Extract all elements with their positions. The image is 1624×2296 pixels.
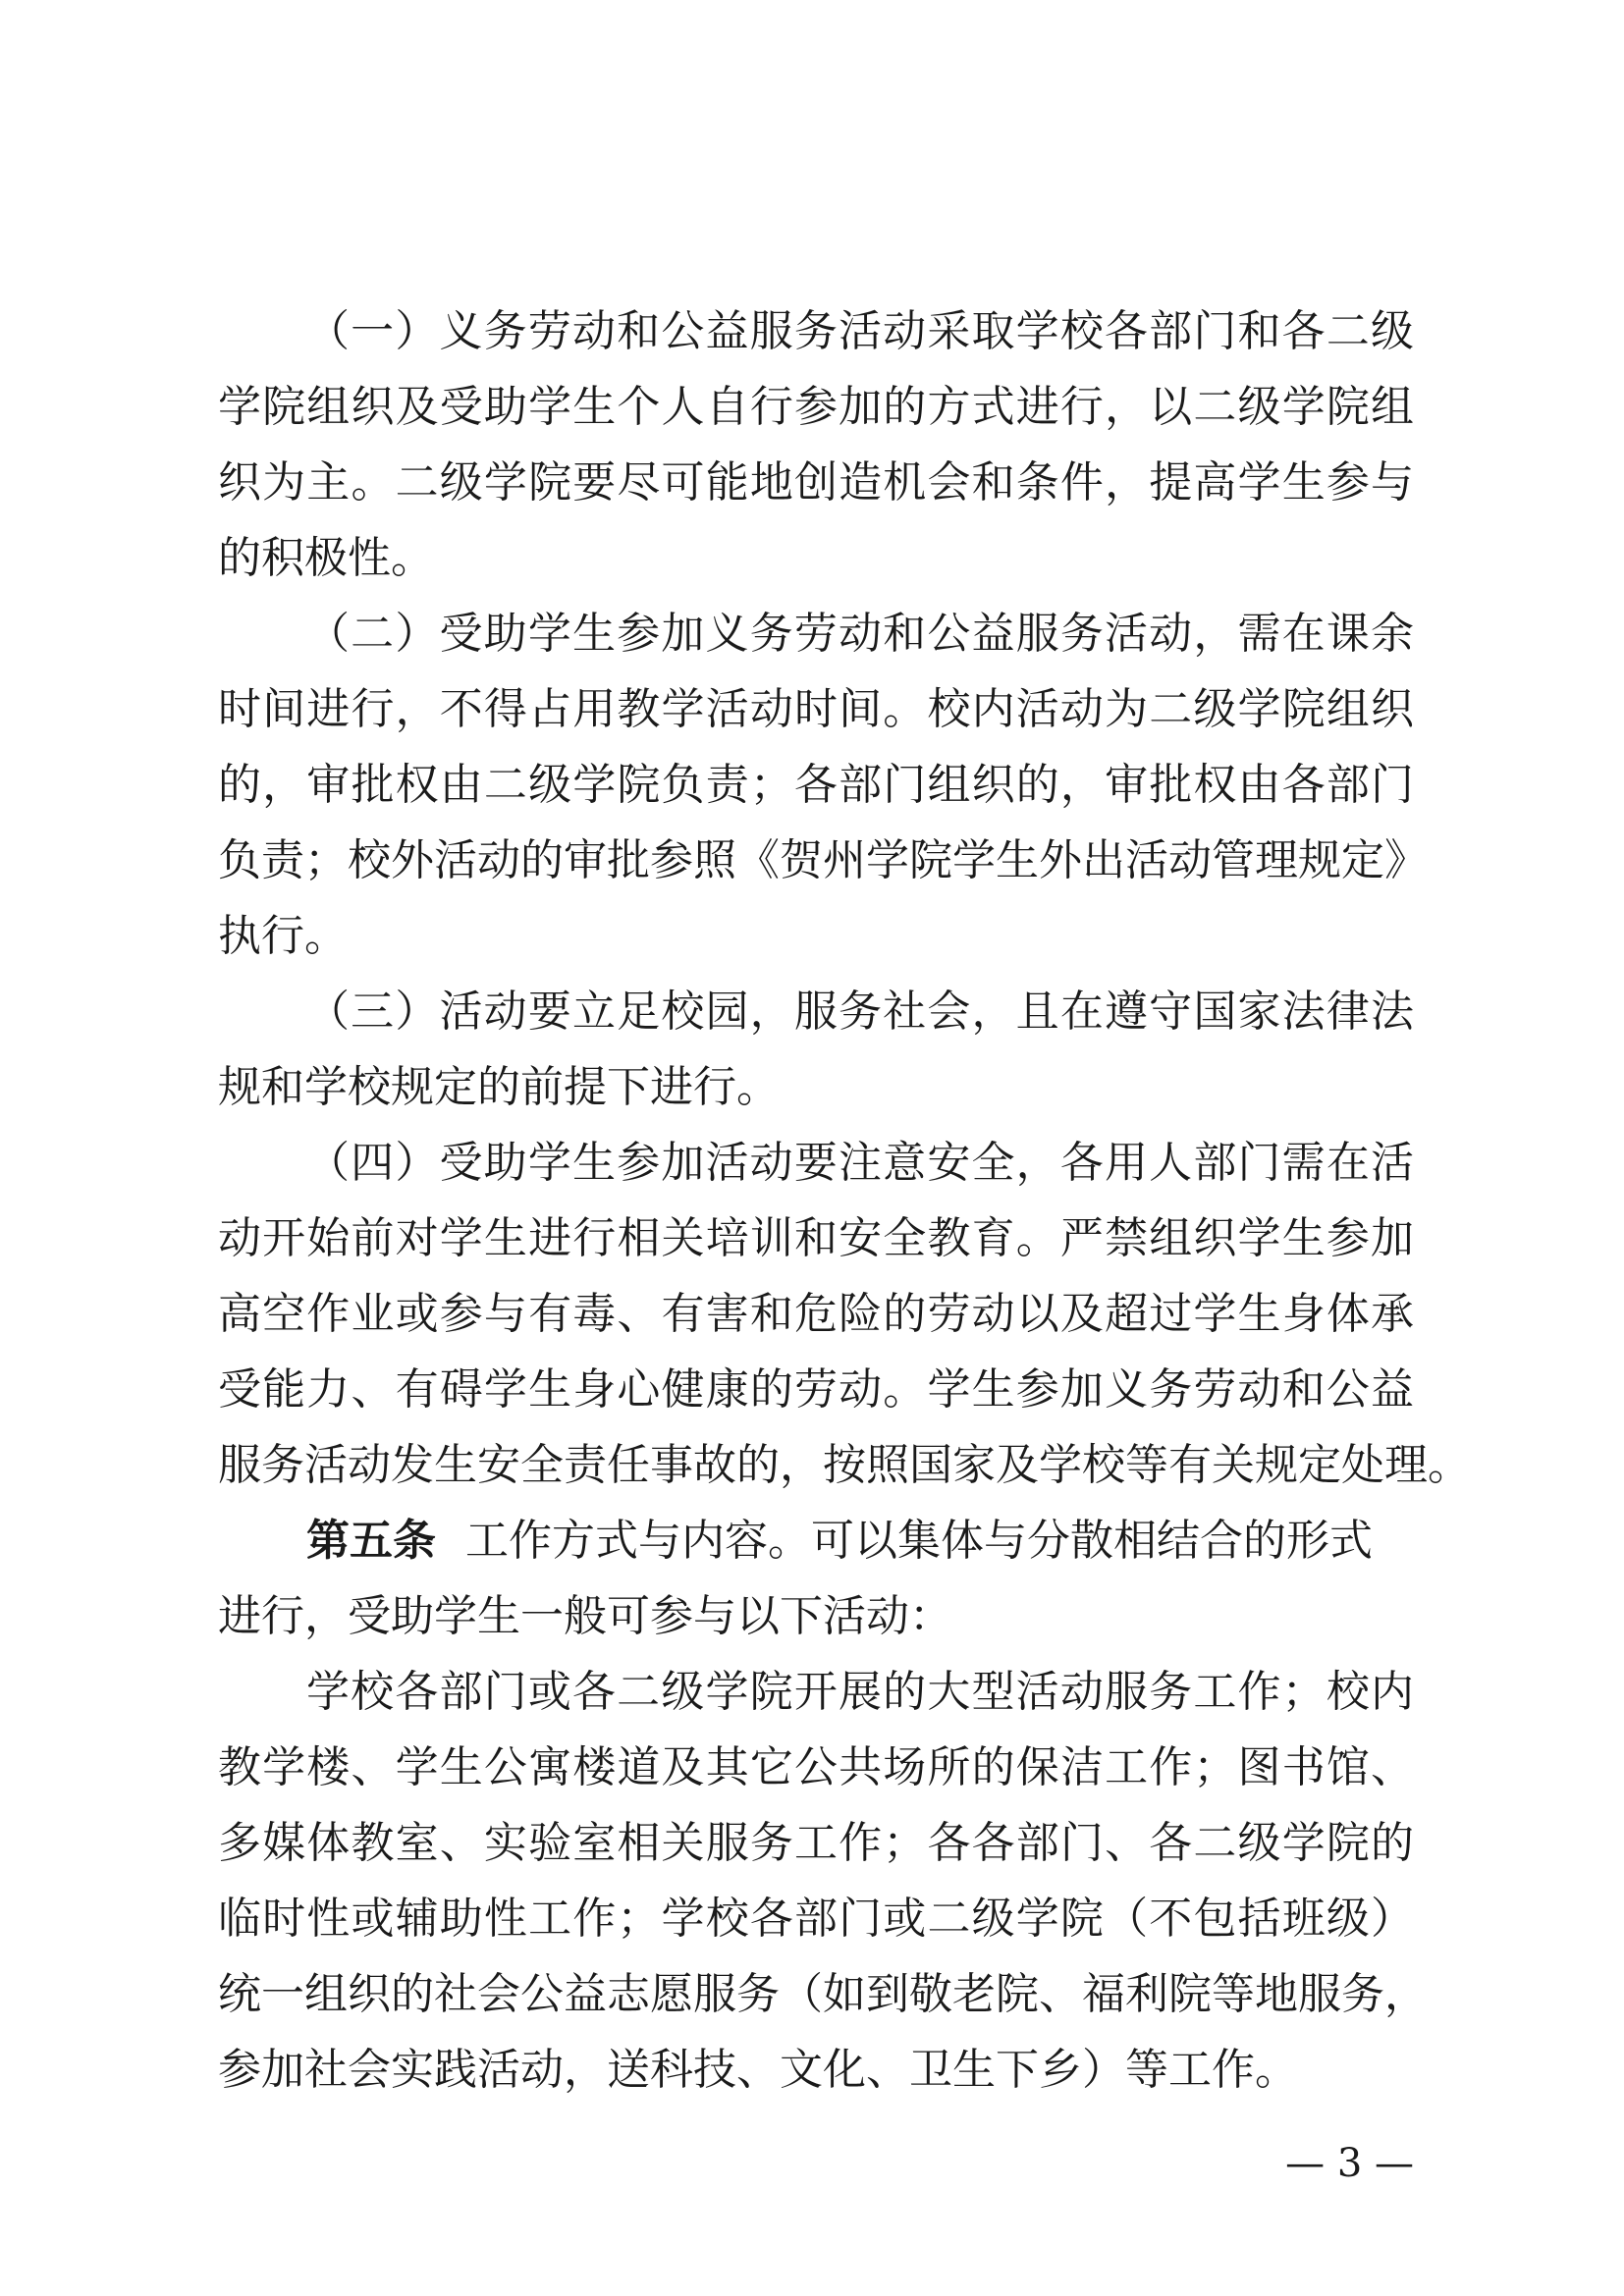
paragraph-4-line-2: 动开始前对学生进行相关培训和安全教育。严禁组织学生参加 <box>218 1213 1414 1263</box>
paragraph-1-line-2: 学院组织及受助学生个人自行参加的方式进行，以二级学院组 <box>218 382 1414 432</box>
paragraph-4-line-1: （四）受助学生参加活动要注意安全，各用人部门需在活 <box>306 1138 1414 1188</box>
paragraph-6-line-3: 多媒体教室、实验室相关服务工作；各各部门、各二级学院的 <box>218 1818 1414 1868</box>
paragraph-6-line-1: 学校各部门或各二级学院开展的大型活动服务工作；校内 <box>306 1667 1414 1717</box>
article-5-line-2: 进行，受助学生一般可参与以下活动： <box>218 1591 952 1641</box>
paragraph-6-line-2: 教学楼、学生公寓楼道及其它公共场所的保洁工作；图书馆、 <box>218 1742 1414 1792</box>
paragraph-6-line-6: 参加社会实践活动，送科技、文化、卫生下乡）等工作。 <box>218 2045 1298 2095</box>
paragraph-2-line-4: 负责；校外活动的审批参照《贺州学院学生外出活动管理规定》 <box>218 835 1428 885</box>
article-5-text: 工作方式与内容。可以集体与分散相结合的形式 <box>465 1516 1373 1566</box>
paragraph-3-line-2: 规和学校规定的前提下进行。 <box>218 1062 780 1112</box>
paragraph-4-line-4: 受能力、有碍学生身心健康的劳动。学生参加义务劳动和公益 <box>218 1364 1414 1415</box>
paragraph-1-line-4: 的积极性。 <box>218 533 434 583</box>
article-5-heading-line <box>306 1510 1414 1573</box>
paragraph-6-line-5: 统一组织的社会公益志愿服务（如到敬老院、福利院等地服务， <box>218 1969 1428 2019</box>
paragraph-1-line-3: 织为主。二级学院要尽可能地创造机会和条件，提高学生参与 <box>218 457 1414 507</box>
paragraph-4-line-5: 服务活动发生安全责任事故的，按照国家及学校等有关规定处理。 <box>218 1440 1471 1490</box>
paragraph-1-line-1: （一）义务劳动和公益服务活动采取学校各部门和各二级 <box>306 306 1414 356</box>
paragraph-2-line-2: 时间进行，不得占用教学活动时间。校内活动为二级学院组织 <box>218 684 1414 734</box>
paragraph-4-line-3: 高空作业或参与有毒、有害和危险的劳动以及超过学生身体承 <box>218 1289 1414 1339</box>
paragraph-2-line-3: 的，审批权由二级学院负责；各部门组织的，审批权由各部门 <box>218 760 1414 810</box>
article-heading: 第五条 <box>306 1516 436 1566</box>
paragraph-6-line-4: 临时性或辅助性工作；学校各部门或二级学院（不包括班级） <box>218 1894 1414 1944</box>
paragraph-3-line-1: （三）活动要立足校园，服务社会，且在遵守国家法律法 <box>306 987 1414 1037</box>
paragraph-2-line-1: （二）受助学生参加义务劳动和公益服务活动，需在课余 <box>306 609 1414 659</box>
page-number: — 3 — <box>1285 2141 1414 2186</box>
paragraph-2-line-5: 执行。 <box>218 911 348 961</box>
